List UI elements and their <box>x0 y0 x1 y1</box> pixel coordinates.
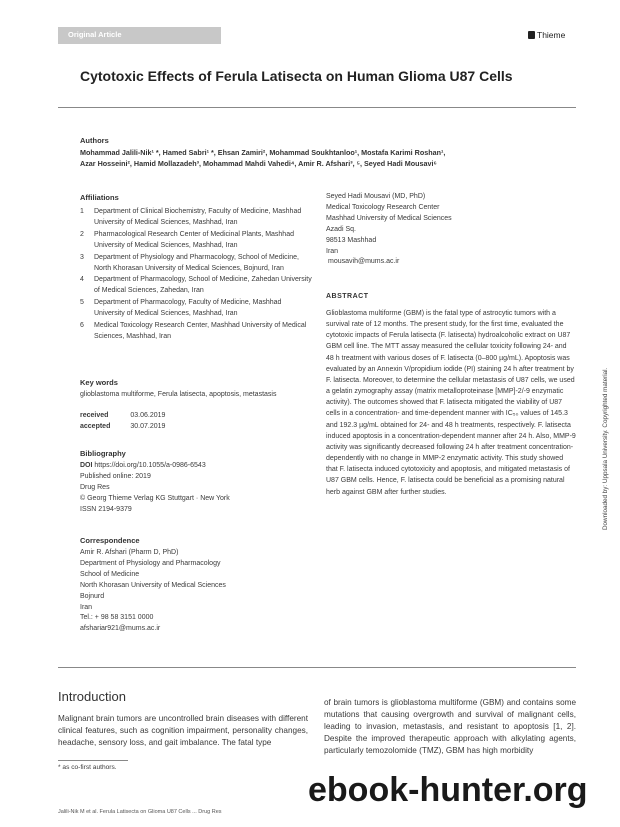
authors-line: Mohammad Jalili-Nik¹ *, Hamed Sabri¹ *, Ehsan Zamiri², Mohammad Soukhtanloo¹, Mostafa Karimi Roshan¹, <box>80 148 446 157</box>
received-date: 03.06.2019 <box>130 412 166 419</box>
correspondence-second-block: Seyed Hadi Mousavi (MD, PhD) Medical Toxicology Research Center Mashhad University of Medical Sciences Azadi Sq. 98513 Mashhad Iran mousavih@mums.ac.ir <box>326 192 452 268</box>
affiliation-item: 5 Department of Pharmacology, Faculty of Medicine, Mashhad University of Medical Sciences, Mashhad, Iran <box>80 299 282 318</box>
thieme-logo-icon <box>528 31 535 39</box>
email-link[interactable]: afshariar921@mums.ac.ir <box>80 625 161 633</box>
running-footer: Jalili-Nik M et al. Ferula Latisecta on Glioma U87 Cells ... Drug Res <box>58 809 222 815</box>
article-type-label: Original Article <box>68 30 122 39</box>
affiliation-item: 4 Department of Pharmacology, School of Medicine, Zahedan University of Medical Sciences, Zahedan, Iran <box>80 276 312 295</box>
watermark: ebook-hunter.org <box>308 771 588 809</box>
affiliations-heading: Affiliations <box>80 193 119 202</box>
dates-table <box>80 411 185 433</box>
keywords-text: glioblastoma multiforme, Ferula latisecta, apoptosis, metastasis <box>80 391 277 398</box>
affiliation-item: 3 Department of Physiology and Pharmacology, School of Medicine, North Khorasan University of Medical Sciences, Bojnurd, Iran <box>80 253 299 272</box>
authors-list <box>80 147 550 169</box>
footnote-divider <box>58 760 128 761</box>
publisher-logo: Thieme <box>528 30 565 40</box>
article-title: Cytotoxic Effects of Ferula Latisecta on Human Glioma U87 Cells <box>80 68 513 84</box>
correspondence-heading: Correspondence <box>80 536 140 545</box>
doi-link[interactable]: https://doi.org/10.1055/a-0986-6543 <box>94 462 206 469</box>
footnote: * as co-first authors. <box>58 764 117 771</box>
affiliation-item: 6 Medical Toxicology Research Center, Mashhad University of Medical Sciences, Mashhad, Iran <box>80 322 307 340</box>
correspondence-block: Amir R. Afshari (Pharm D, PhD) Department of Physiology and Pharmacology School of Medicine North Khorasan University of Medical Sciences Bojnurd Iran Tel.: + 98 58 3151 0000 afshariar921@mums.ac.ir <box>80 548 226 635</box>
affiliation-item: 1 Department of Clinical Biochemistry, Faculty of Medicine, Mashhad University of Medical Sciences, Mashhad, Iran <box>80 208 302 226</box>
affiliation-item: 2 Pharmacological Research Center of Medicinal Plants, Mashhad University of Medical Sciences, Mashhad, Iran <box>80 230 294 249</box>
introduction-heading: Introduction <box>58 689 126 704</box>
introduction-text-right: of brain tumors is glioblastoma multiforme (GBM) and contains some mutations that causing overgrowth and survival of malignant cells, leading to invasion, metastasis, and resistant to apoptosis [1, 2]. Despite the improved therapeutic approach with alkylating agents, particularly temozolomide (TMZ), GBM has high morbidity <box>324 698 576 755</box>
download-notice: Downloaded by: Uppsala University. Copyrighted material. <box>602 367 609 530</box>
divider <box>58 667 576 668</box>
bibliography-block: DOI https://doi.org/10.1055/a-0986-6543 Published online: 2019 Drug Res © Georg Thieme Verlag KG Stuttgart · New York ISSN 2194-9379 <box>80 462 230 513</box>
affiliations-list <box>80 207 312 344</box>
accepted-date: 30.07.2019 <box>130 422 166 430</box>
accepted-label: accepted <box>80 422 111 430</box>
email-link[interactable]: mousavih@mums.ac.ir <box>328 258 400 266</box>
abstract-text: Glioblastoma multiforme (GBM) is the fatal type of astrocytic tumors with a survival rate of 12 months. The present study, for the first time, evaluated the cytotoxic impacts of Ferula latisecta (F. latisecta) hydroalcoholic extract on U87 GBM cell line. The MTT assay measured the cellular toxicity following 24- and 48 h treatment with various doses of F. latisecta (0–800 µg/mL). Apoptosis was evaluated by an Annexin V/propidium iodide (PI) staining 24 h after treatment by F. latisecta. Moreover, to determine the cellular metastasis of U87 cells, we used a gelatin zymography assay (matrix metalloproteinase [MMP]-2/-9 enzymatic activity). The outcomes showed that F. latisecta mitigated the viability of U87 cells in a concentration- and time-dependent manner with IC₅₀ values of 145.3 and 192.3 µg/mL obtained for 24- and 48 h treatments, respectively. F. latisecta induced apoptosis in a concentration-dependent manner after 24 h. Also, MMP-9 activity was significantly decreased following 24 h after treatment concentration-dependently with no change in MMP-2 enzymatic activity. This study showed that F. latisecta induced cytotoxicity and apoptosis, and mitigated metastasis of U87 GBM cells. Hence, F. latisecta could be beneficial as a promising natural herb against GBM after further studies. <box>326 310 576 496</box>
bibliography-heading: Bibliography <box>80 449 126 458</box>
received-label: received <box>80 412 109 419</box>
introduction-text-left: Malignant brain tumors are uncontrolled brain diseases with different clinical features, such as cognition impairment, personality changes, headache, sensory loss, and gait imbalance. The fatal type <box>58 714 308 747</box>
authors-line: Azar Hosseini², Hamid Mollazadeh³, Mohammad Mahdi Vahedi⁴, Amir R. Afshari³, ⁵, Seyed Hadi Mousavi⁶ <box>80 159 437 169</box>
divider <box>58 107 576 108</box>
keywords-heading: Key words <box>80 378 118 387</box>
authors-heading: Authors <box>80 136 109 145</box>
abstract-heading: ABSTRACT <box>326 293 369 300</box>
